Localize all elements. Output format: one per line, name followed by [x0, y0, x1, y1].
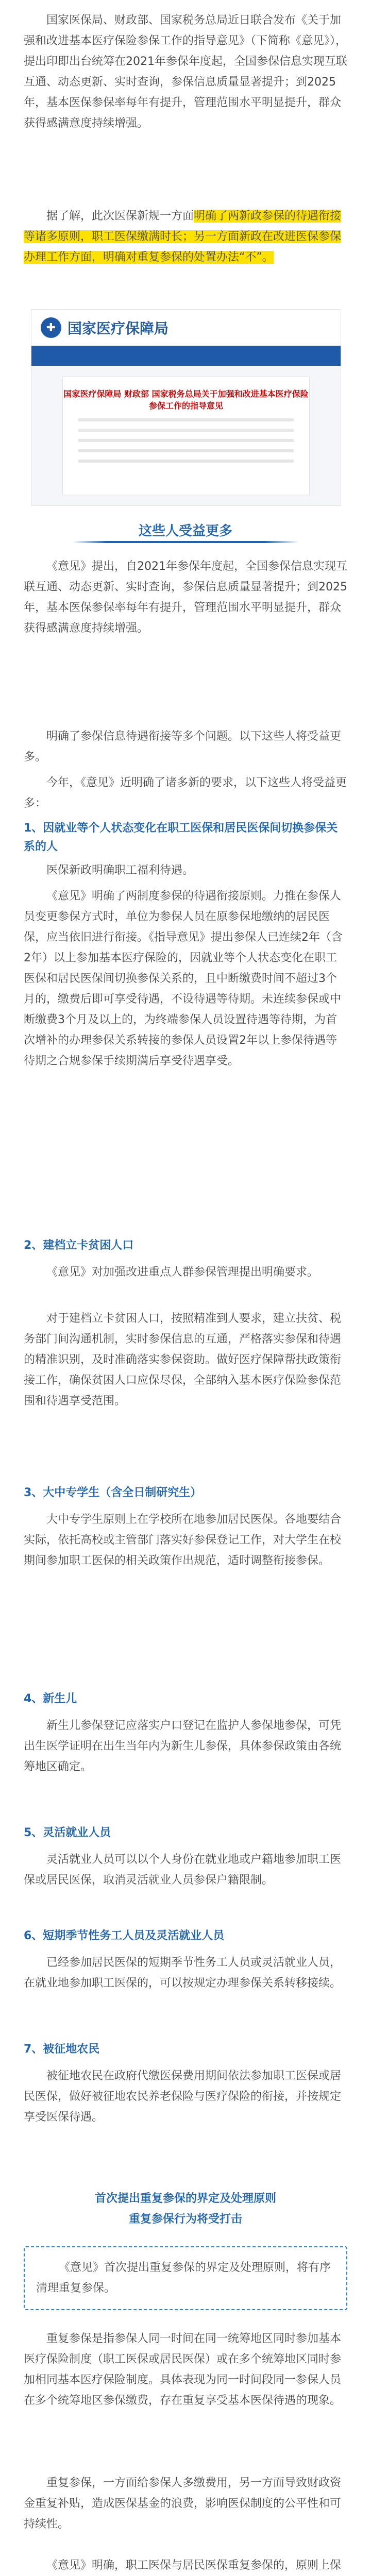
summary-box-text: 《意见》首次提出重复参保的界定及处理原则，将有序清理重复参保。	[36, 2261, 331, 2295]
students-paragraph-1: 大中专学生原则上在学校所在地参加居民医保。各地要结合实际，依托高校或主管部门落实好参保登记工作，对大学生在校期间参加职工医保的相关政策作出规范，适时调整衔接参保。	[24, 1513, 342, 1567]
intro-paragraph-1: 国家医保局、财政部、国家税务总局近日联合发布《关于加强和改进基本医疗保险参保工作的指导意见》（下简称《意见》），提出印即出台统筹在2021年参保年度起，全国参保信息实现互联互通、动态更新、实时查询，参保信息质量显著提升；到2025年，基本医保参保率每年有提升，管理范围水平明显提升，群众获得感满意度持续增强。	[24, 14, 348, 130]
intro-paragraph-2: 据了解，此次医保新规一方面明确了两新政参保的待遇衔接等诸多原则，职工医保缴满时长；另一方面新政在改进医保参保办理工作方面，明确对重复参保的处置办法“不”。	[24, 210, 342, 264]
section-title-duplicate-1: 首次提出重复参保的界定及处理原则	[94, 2192, 276, 2205]
heading-job-change: 1、因就业等个人状态变化在职工医保和居民医保间切换参保关系的人	[24, 822, 338, 853]
seasonal-workers-paragraph-1: 已经参加居民医保的短期季节性务工人员或灵活就业人员，在就业地参加职工医保的，可以按规定办理参保关系转移接续。	[24, 1956, 342, 1990]
poverty-paragraph-2: 对于建档立卡贫困人口，按照精准到人要求，建立扶贫、税务部门间沟通机制，实时参保信息的互通，严格落实参保和待遇的精准识别，及时准确落实参保资助。做好医疗保障帮扶政策衔接工作，确保贫困人口应保尽保，全部纳入基本医疗保险参保范围和待遇享受范围。	[24, 1312, 342, 1408]
section-divider	[72, 541, 299, 543]
heading-flexible-workers: 5、灵活就业人员	[24, 1826, 111, 1839]
job-change-paragraph-1: 医保新政明确职工福利待遇。	[46, 864, 194, 877]
site-nav-bar	[31, 347, 341, 366]
duplicate-paragraph-2: 重复参保，一方面给参保人多缴费用，另一方面导致财政资金重复补贴，造成医保基金的浪费，影响医保制度的公平性和可持续性。	[24, 2477, 342, 2531]
duplicate-paragraph-3: 《意见》明确，职工医保与居民医保重复参保的，原则上保	[46, 2559, 342, 2572]
poverty-paragraph-1: 《意见》对加强改进重点人群参保管理提出明确要求。	[46, 1266, 319, 1279]
section1-paragraph-3: 今年，《意见》近明确了诸多新的要求，以下这些人将受益更多：	[24, 776, 347, 810]
document-preview	[62, 377, 310, 495]
highlight-text: 明确了两新政参保的待遇衔接等诸多原则，职工医保缴满时长；另一方面新政在改进医保参保办理工作方面，明确对重复参保的处置办法“不”。	[24, 210, 342, 264]
summary-box	[24, 2246, 347, 2310]
nhsa-logo-icon: ✚	[41, 317, 61, 338]
duplicate-paragraph-1: 重复参保是指参保人同一时间在同一统筹地区同时参加基本医疗保险制度（职工医保或居民医保）或在多个统筹地区同时参加相同基本医疗保险制度。具体表现为同一时间段同一参保人员在多个统筹地区参保缴费，存在重复享受基本医保待遇的现象。	[24, 2332, 342, 2407]
site-logo-text: 国家医疗保障局	[68, 320, 169, 337]
heading-poverty: 2、建档立卡贫困人口	[24, 1239, 134, 1252]
section-title-beneficiaries: 这些人受益更多	[138, 523, 232, 539]
heading-seasonal-workers: 6、短期季节性务工人员及灵活就业人员	[24, 1929, 225, 1942]
newborn-paragraph-1: 新生儿参保登记应落实户口登记在监护人参保地参保，可凭出生医学证明在出生当年内为新生儿参保，具体参保政策由各统筹地区确定。	[24, 1719, 342, 1773]
job-change-paragraph-2: 《意见》明确了两制度参保的待遇衔接原则。力推在参保人员变更参保方式时，单位为参保人员在原参保地缴纳的居民医保，应当依旧进行衔接。《指导意见》提出参保人已连续2年（含2年）以上参加基本医疗保险的，因就业等个人状态变化在职工医保和居民医保间切换参保关系的，且中断缴费时间不超过3个月的，缴费后即可享受待遇，不设待遇等待期。未连续参保或中断缴费3个月及以上的，为终端参保人员设置待遇等待期，为首次增补的办理参保关系转接的参保人员设置2年以上参保待遇等待期之合规参保手续期满后享受待遇享受。	[24, 890, 343, 1067]
heading-newborn: 4、新生儿	[24, 1692, 77, 1705]
heading-landless-farmers: 7、被征地农民	[24, 2043, 100, 2056]
flexible-workers-paragraph-1: 灵活就业人员可以以个人身份在就业地或户籍地参加职工医保或居民医保，取消灵活就业人员参保户籍限制。	[24, 1853, 342, 1887]
site-header	[31, 310, 341, 347]
section1-paragraph-2: 明确了参保信息待遇衔接等多个问题。以下这些人将受益更多。	[24, 730, 342, 764]
landless-farmers-paragraph-1: 被征地农民在政府代缴医保费用期间依法参加职工医保或居民医保，做好被征地农民养老保险与医疗保险的衔接，并按规定享受医保待遇。	[24, 2070, 342, 2124]
section1-paragraph-1: 《意见》提出，自2021年参保年度起，全国参保信息实现互联互通、动态更新、实时查询，参保信息质量显著提升；到2025年，基本医保参保率每年有提升，管理范围水平明显提升，群众获得感满意度持续增强。	[24, 560, 347, 635]
section-title-duplicate-2: 重复参保行为将受打击	[128, 2213, 242, 2226]
website-screenshot	[31, 309, 341, 506]
heading-students: 3、大中专学生（含全日制研究生）	[24, 1486, 202, 1499]
document-title: 国家医疗保障局 财政部 国家税务总局关于加强和改进基本医疗保险参保工作的指导意见	[63, 389, 309, 411]
